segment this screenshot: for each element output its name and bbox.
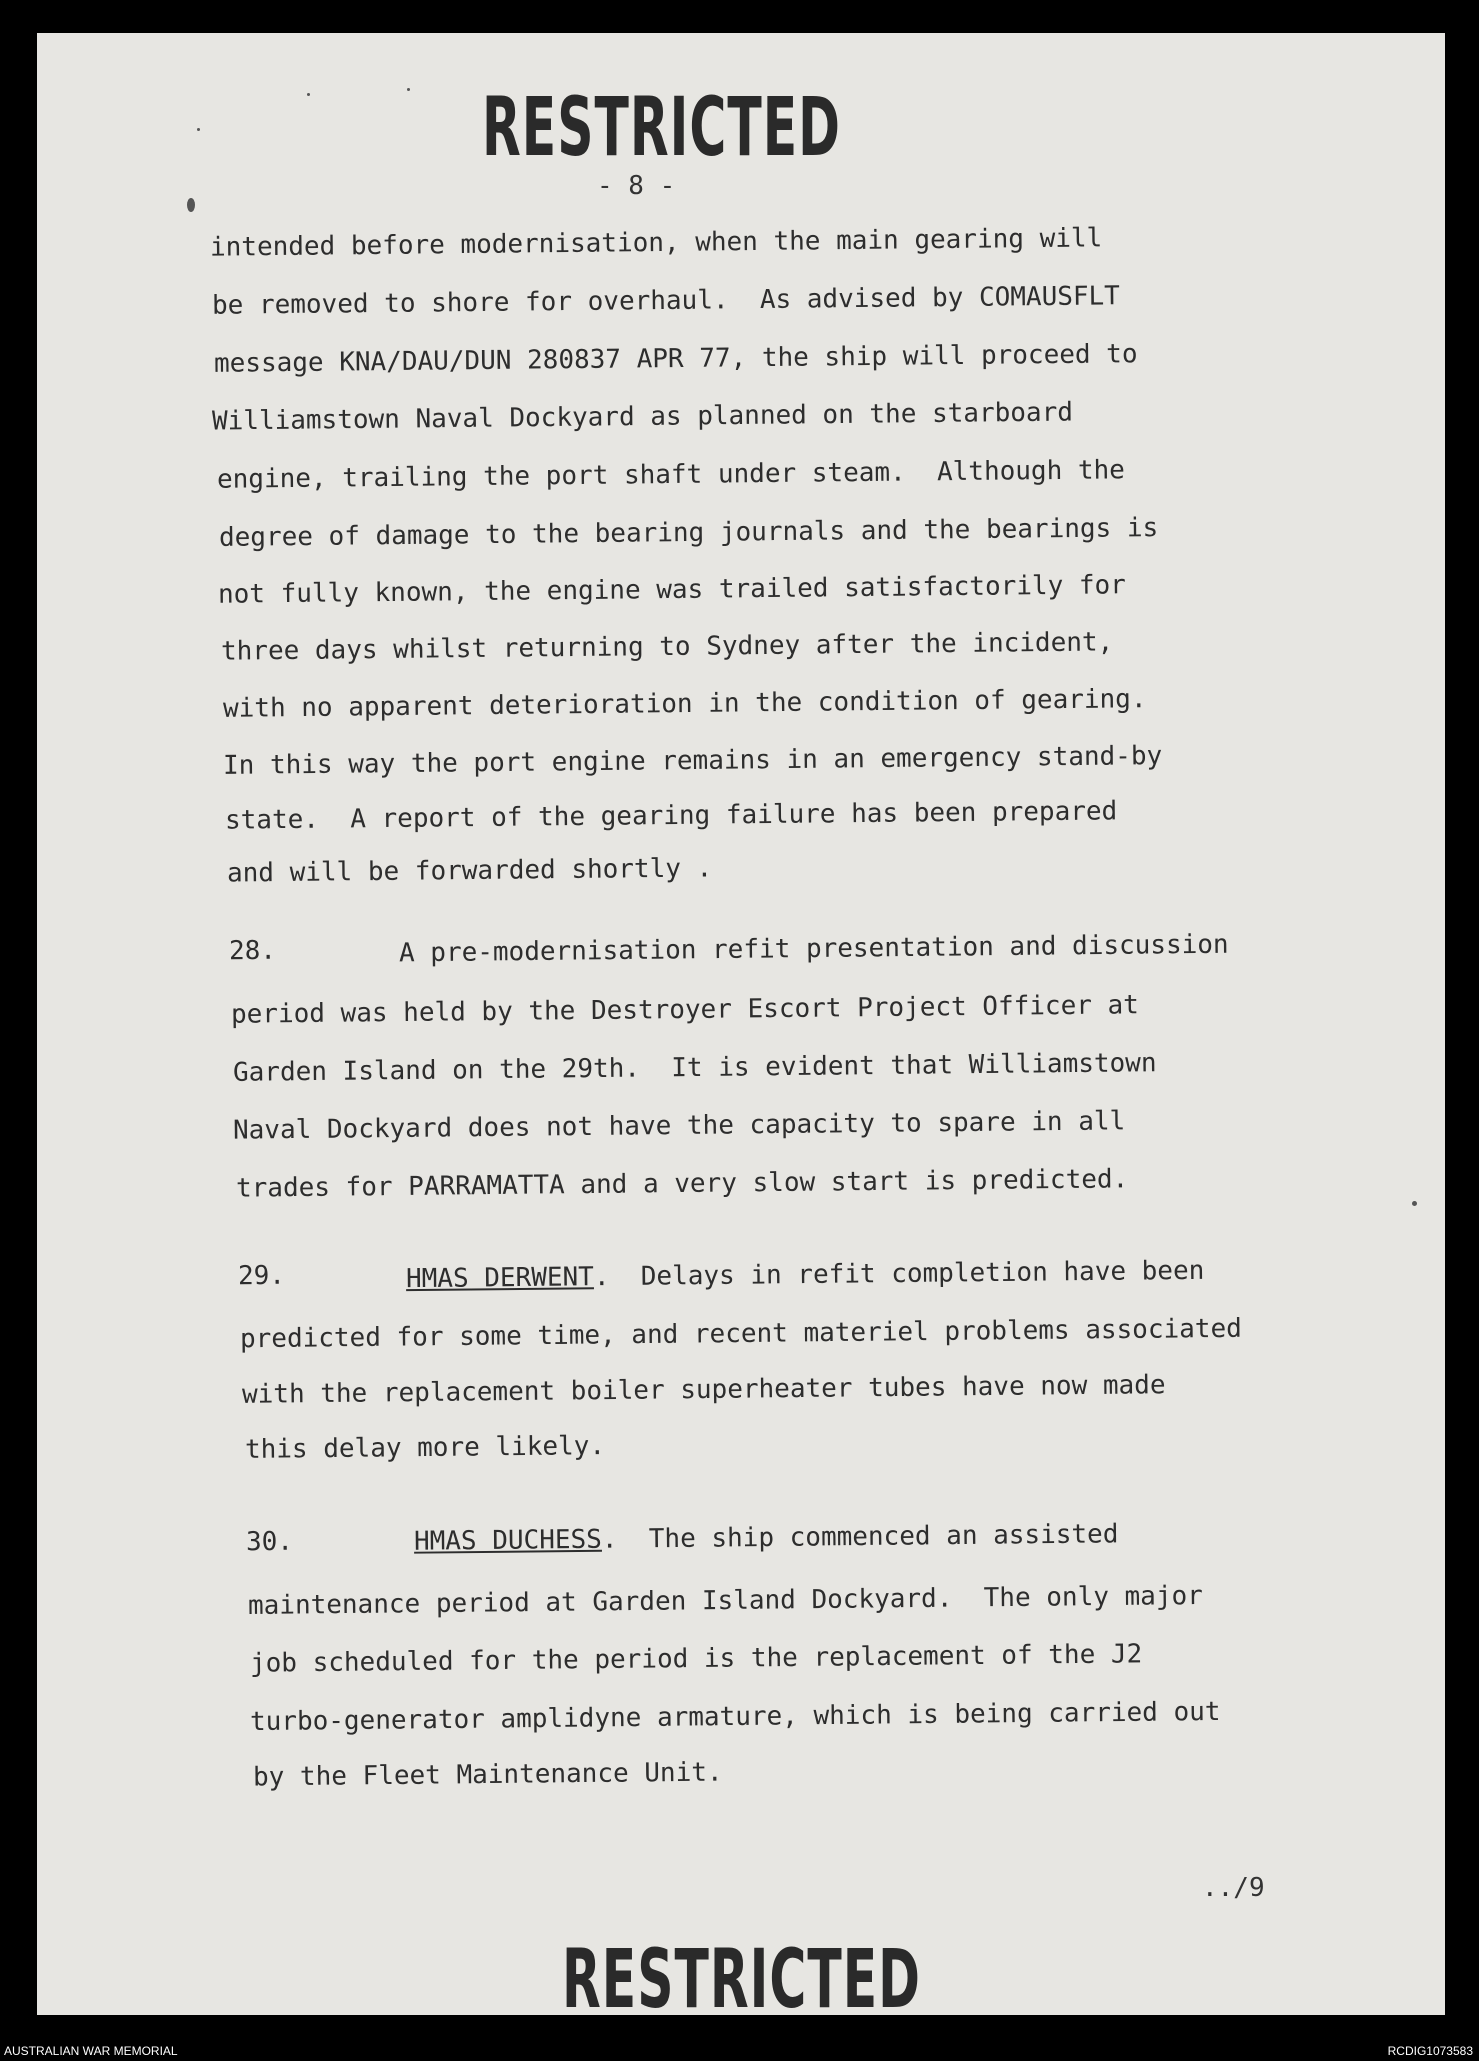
text-line: with no apparent deterioration in the condition of gearing. [222, 684, 1147, 724]
text-line: by the Fleet Maintenance Unit. [252, 1757, 723, 1793]
archive-reference: RCDIG1073583 [1387, 2044, 1473, 2058]
paper-speck [307, 93, 310, 96]
paragraph-number: 30. [245, 1526, 294, 1558]
ship-heading: HMAS DUCHESS [413, 1524, 603, 1557]
text-run: . Delays in refit completion have been [593, 1255, 1205, 1293]
paper-speck [197, 128, 200, 131]
continued-marker: ../9 [1202, 1873, 1265, 1903]
archive-credit: AUSTRALIAN WAR MEMORIAL [4, 2044, 178, 2058]
paragraph-heading-line [406, 1256, 1205, 1294]
text-line: In this way the port engine remains in an emergency stand-by [222, 741, 1163, 781]
text-line: engine, trailing the port shaft under steam. Although the [216, 455, 1126, 495]
text-line: intended before modernisation, when the main gearing will [209, 223, 1103, 263]
text-line: Garden Island on the 29th. It is evident that Williamstown [232, 1048, 1157, 1088]
text-line: degree of damage to the bearing journals and the bearings is [218, 513, 1159, 553]
text-line: trades for PARRAMATTA and a very slow start is predicted. [235, 1164, 1129, 1204]
paper-speck [407, 88, 410, 91]
text-line: turbo-generator amplidyne armature, which is being carried out [249, 1696, 1221, 1738]
text-line: predicted for some time, and recent materiel problems associated [239, 1313, 1242, 1355]
page-number: - 8 - [597, 171, 676, 201]
restricted-stamp-bottom: RESTRICTED [562, 1933, 922, 2028]
text-line: job scheduled for the period is the replacement of the J2 [249, 1639, 1143, 1679]
paper-mark [187, 198, 195, 212]
text-line: message KNA/DAU/DUN 280837 APR 77, the ship will proceed to [213, 339, 1138, 379]
text-run: . The ship commenced an assisted [601, 1519, 1119, 1555]
paper-speck [1412, 1201, 1417, 1206]
text-line: three days whilst returning to Sydney after the incident, [220, 627, 1114, 667]
text-line: not fully known, the engine was trailed satisfactorily for [217, 570, 1127, 610]
restricted-stamp-top: RESTRICTED [482, 81, 842, 176]
text-line: period was held by the Destroyer Escort Project Officer at [230, 990, 1140, 1030]
paragraph-heading-line [414, 1519, 1119, 1556]
document-page [37, 33, 1445, 2028]
ship-heading: HMAS DERWENT [405, 1262, 595, 1295]
text-line: maintenance period at Garden Island Dockyard. The only major [247, 1581, 1203, 1621]
text-line: be removed to shore for overhaul. As advised by COMAUSFLT [211, 281, 1121, 321]
paragraph-number: 29. [237, 1260, 286, 1292]
text-line: with the replacement boiler superheater tubes have now made [241, 1370, 1166, 1410]
text-line: state. A report of the gearing failure has been prepared [224, 796, 1118, 836]
paragraph-number: 28. [228, 935, 277, 967]
text-line: and will be forwarded shortly . [226, 853, 713, 889]
text-line: A pre-modernisation refit presentation and discussion [398, 929, 1229, 969]
text-line: Williamstown Naval Dockyard as planned on the starboard [211, 397, 1074, 437]
text-line: this delay more likely. [244, 1431, 606, 1465]
text-line: Naval Dockyard does not have the capacity to spare in all [232, 1106, 1126, 1146]
